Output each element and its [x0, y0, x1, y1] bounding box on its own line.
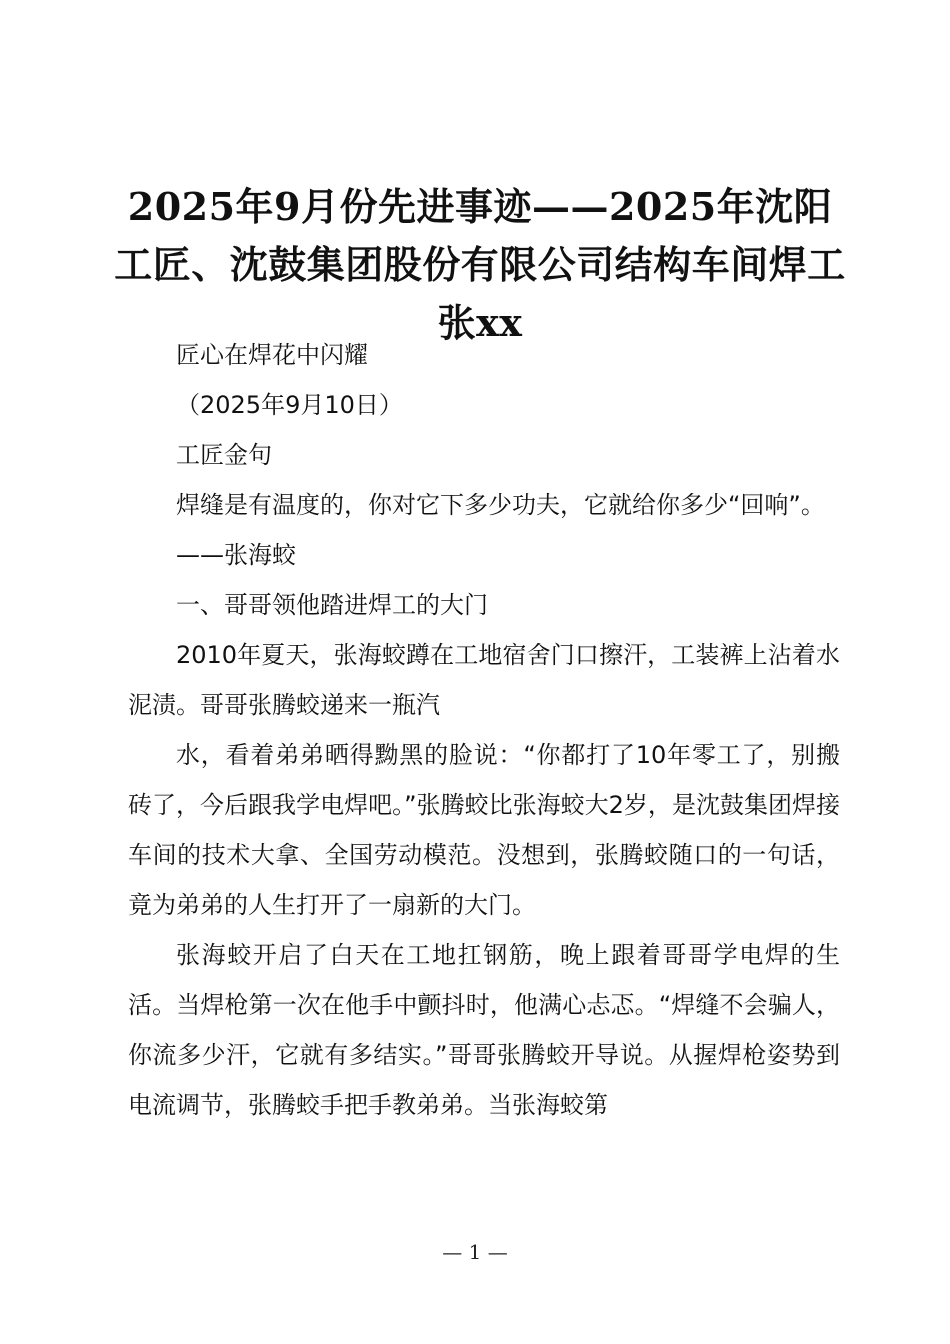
paragraph: 2010年夏天，张海蛟蹲在工地宿舍门口擦汗，工装裤上沾着水泥渍。哥哥张腾蛟递来一瓶汽: [128, 641, 840, 719]
page-number: — 1 —: [442, 1240, 508, 1264]
document-body: [128, 330, 840, 1130]
document-title: 2025年9月份先进事迹——2025年沈阳工匠、沈鼓集团股份有限公司结构车间焊工张xx: [114, 184, 846, 345]
section-heading-1: 一、哥哥领他踏进焊工的大门: [176, 591, 488, 619]
paragraph: 张海蛟开启了白天在工地扛钢筋，晚上跟着哥哥学电焊的生活。当焊枪第一次在他手中颤抖时，他满心忐忑。“焊缝不会骗人，你流多少汗，它就有多结实。”哥哥张腾蛟开导说。从握焊枪姿势到电流调节，张腾蛟手把手教弟弟。当张海蛟第: [128, 941, 840, 1119]
paragraph-quote: 焊缝是有温度的，你对它下多少功夫，它就给你多少“回响”。: [176, 491, 825, 519]
paragraph-subtitle: 匠心在焊花中闪耀: [176, 341, 368, 369]
paragraph-section-label: 工匠金句: [176, 441, 272, 469]
paragraph-date: （2025年9月10日）: [176, 391, 403, 419]
paragraph-quote-author: ——张海蛟: [176, 541, 296, 569]
paragraph: 水，看着弟弟晒得黝黑的脸说：“你都打了10年零工了，别搬砖了，今后跟我学电焊吧。”张腾蛟比张海蛟大2岁，是沈鼓集团焊接车间的技术大拿、全国劳动模范。没想到，张腾蛟随口的一句话，竟为弟弟的人生打开了一扇新的大门。: [128, 741, 840, 919]
